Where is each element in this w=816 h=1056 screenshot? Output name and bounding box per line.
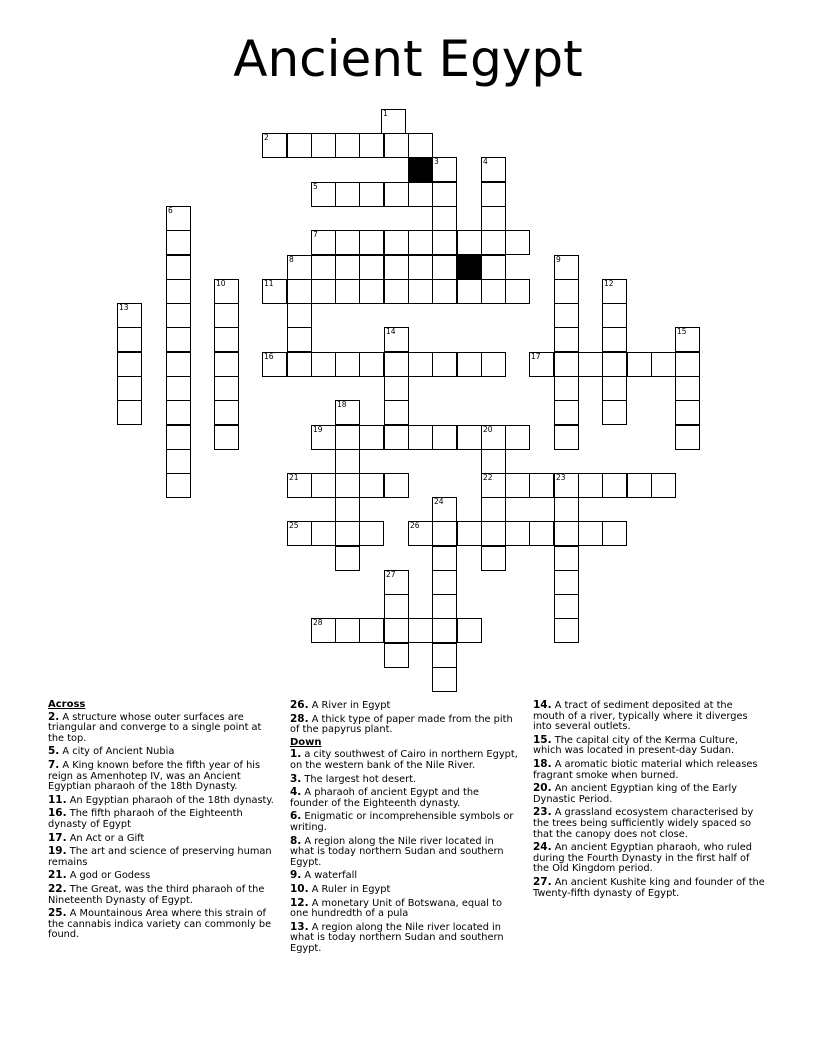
grid-cell[interactable] <box>505 279 530 304</box>
grid-cell[interactable] <box>214 303 239 328</box>
grid-cell[interactable] <box>457 425 482 450</box>
grid-cell[interactable] <box>384 618 409 643</box>
grid-cell[interactable] <box>578 521 603 546</box>
clue-number-label: 11. <box>48 793 67 806</box>
clue-text: A River in Egypt <box>308 700 391 711</box>
clue-number-label: 27. <box>533 875 552 888</box>
clue-text: A thick type of paper made from the pith of the papyrus plant. <box>290 713 513 736</box>
clue-number-label: 18. <box>533 757 552 770</box>
grid-cell[interactable] <box>166 400 191 425</box>
clue-text: The fifth pharaoh of the Eighteenth dynasty of Egypt <box>48 808 243 830</box>
grid-cell[interactable] <box>166 376 191 401</box>
clue-text: The capital city of the Kerma Culture, which was located in present-day Sudan. <box>533 734 738 757</box>
grid-cell[interactable] <box>166 473 191 498</box>
clue-item <box>533 877 765 899</box>
grid-cell[interactable] <box>602 521 627 546</box>
clue-number: 20 <box>483 425 493 434</box>
grid-cell[interactable] <box>408 521 433 546</box>
grid-cell[interactable] <box>287 255 312 280</box>
clue-item <box>533 807 765 840</box>
clues-column-2 <box>290 700 518 956</box>
grid-cell[interactable] <box>384 400 409 425</box>
grid-cell[interactable] <box>287 279 312 304</box>
clue-number: 9 <box>556 255 561 264</box>
grid-cell[interactable] <box>262 133 287 158</box>
grid-cell[interactable] <box>359 133 384 158</box>
grid-cell[interactable] <box>384 376 409 401</box>
grid-cell[interactable] <box>554 255 579 280</box>
grid-cell[interactable] <box>117 400 142 425</box>
clue-item <box>533 700 765 733</box>
grid-cell[interactable] <box>602 400 627 425</box>
grid-cell[interactable] <box>287 521 312 546</box>
clue-text: A structure whose outer surfaces are triangular and converge to a single point at the top. <box>48 711 262 744</box>
grid-cell[interactable] <box>432 206 457 231</box>
clue-text: A King known before the fifth year of his reign as Amenhotep IV, was an Ancient Egyptian pharaoh of the 18th Dynasty. <box>48 759 261 793</box>
clue-item <box>48 884 280 906</box>
grid-cell[interactable] <box>432 546 457 571</box>
grid-cell[interactable] <box>529 352 554 377</box>
clue-text: The art and science of preserving human remains <box>48 846 272 868</box>
clue-text: An ancient Egyptian king of the Early Dynastic Period. <box>533 783 738 805</box>
grid-cell[interactable] <box>287 303 312 328</box>
grid-cell[interactable] <box>432 497 457 522</box>
grid-cell[interactable] <box>117 376 142 401</box>
clue-text: An Act or a Gift <box>66 832 145 844</box>
grid-cell[interactable] <box>554 618 579 643</box>
down-heading: Down <box>290 736 322 748</box>
clue-number-label: 16. <box>48 807 67 820</box>
grid-cell[interactable] <box>166 255 191 280</box>
grid-cell[interactable] <box>554 546 579 571</box>
grid-cell[interactable] <box>432 643 457 668</box>
clue-number-label: 26. <box>290 699 309 711</box>
grid-cell[interactable] <box>408 425 433 450</box>
clue-number-label: 23. <box>533 806 552 819</box>
grid-cell[interactable] <box>384 279 409 304</box>
grid-cell[interactable] <box>335 425 360 450</box>
clue-text: An Egyptian pharaoh of the 18th dynasty. <box>66 794 274 806</box>
clue-text: The Great, was the third pharaoh of the Nineteenth Dynasty of Egypt. <box>48 883 265 906</box>
grid-cell[interactable] <box>432 521 457 546</box>
grid-cell[interactable] <box>578 352 603 377</box>
grid-cell[interactable] <box>384 255 409 280</box>
clue-item <box>290 922 518 955</box>
clue-text: A region along the Nile river located in what is today northern Sudan and southern Egypt. <box>290 835 504 868</box>
grid-cell[interactable] <box>166 352 191 377</box>
clue-item <box>290 700 518 712</box>
clue-number-label: 14. <box>533 699 552 711</box>
grid-cell[interactable] <box>166 206 191 231</box>
clue-number-label: 28. <box>290 712 309 725</box>
clue-number-label: 1. <box>290 748 302 761</box>
grid-cell[interactable] <box>481 182 506 207</box>
clue-text: A grassland ecosystem characterised by the trees being sufficiently widely spaced so that the canopy does not close. <box>533 807 754 840</box>
grid-cell[interactable] <box>505 425 530 450</box>
clue-number: 13 <box>119 303 129 312</box>
clue-item <box>290 898 518 920</box>
grid-cell[interactable] <box>554 327 579 352</box>
clue-number: 24 <box>434 497 444 506</box>
clue-text: A tract of sediment deposited at the mouth of a river, typically where it diverges into several outlets. <box>533 700 748 733</box>
grid-cell[interactable] <box>554 570 579 595</box>
clue-text: a city southwest of Cairo in northern Egypt, on the western bank of the Nile River. <box>290 749 518 771</box>
clue-number-label: 6. <box>290 810 302 823</box>
clue-number-label: 4. <box>290 786 302 799</box>
clue-number: 28 <box>313 618 323 627</box>
clue-number: 15 <box>677 327 687 336</box>
clue-item <box>290 787 518 809</box>
clues-column-3 <box>533 700 765 901</box>
grid-cell[interactable] <box>675 352 700 377</box>
black-cell <box>457 255 482 280</box>
grid-cell[interactable] <box>554 425 579 450</box>
black-cell <box>408 157 433 182</box>
clue-item <box>48 846 280 868</box>
grid-cell[interactable] <box>432 425 457 450</box>
grid-cell[interactable] <box>554 594 579 619</box>
clue-number-label: 2. <box>48 710 60 723</box>
grid-cell[interactable] <box>602 473 627 498</box>
grid-cell[interactable] <box>359 255 384 280</box>
grid-cell[interactable] <box>408 352 433 377</box>
grid-cell[interactable] <box>311 521 336 546</box>
grid-cell[interactable] <box>578 473 603 498</box>
grid-cell[interactable] <box>166 279 191 304</box>
grid-cell[interactable] <box>359 279 384 304</box>
clue-number-label: 24. <box>533 841 552 854</box>
grid-cell[interactable] <box>481 521 506 546</box>
clue-number-label: 25. <box>48 907 67 920</box>
grid-cell[interactable] <box>359 618 384 643</box>
grid-cell[interactable] <box>384 327 409 352</box>
clue-item <box>290 870 518 882</box>
grid-cell[interactable] <box>359 425 384 450</box>
clue-number-label: 7. <box>48 758 60 771</box>
grid-cell[interactable] <box>311 230 336 255</box>
grid-cell[interactable] <box>675 376 700 401</box>
grid-cell[interactable] <box>335 521 360 546</box>
grid-cell[interactable] <box>384 352 409 377</box>
clue-number-label: 12. <box>290 896 309 909</box>
grid-cell[interactable] <box>432 230 457 255</box>
grid-cell[interactable] <box>602 303 627 328</box>
grid-cell[interactable] <box>602 352 627 377</box>
grid-cell[interactable] <box>384 425 409 450</box>
grid-cell[interactable] <box>117 303 142 328</box>
grid-cell[interactable] <box>335 546 360 571</box>
clue-number: 22 <box>483 473 493 482</box>
clue-number-label: 5. <box>48 745 60 758</box>
grid-cell[interactable] <box>287 133 312 158</box>
grid-cell[interactable] <box>166 230 191 255</box>
clue-number-label: 19. <box>48 845 67 858</box>
grid-cell[interactable] <box>384 643 409 668</box>
grid-cell[interactable] <box>554 303 579 328</box>
grid-cell[interactable] <box>214 352 239 377</box>
grid-cell[interactable] <box>481 230 506 255</box>
clue-number: 5 <box>313 182 318 191</box>
grid-cell[interactable] <box>214 425 239 450</box>
clue-text: A Mountainous Area where this strain of the cannabis indica variety can commonly be found. <box>48 908 272 941</box>
across-heading: Across <box>48 699 86 710</box>
clue-text: A Ruler in Egypt <box>308 883 391 895</box>
grid-cell[interactable] <box>627 473 652 498</box>
clue-number: 18 <box>337 400 347 409</box>
grid-cell[interactable] <box>457 521 482 546</box>
clue-number: 16 <box>264 352 274 361</box>
grid-cell[interactable] <box>481 352 506 377</box>
clue-text: A god or Godess <box>66 870 151 882</box>
grid-cell[interactable] <box>335 497 360 522</box>
clue-number: 3 <box>434 157 439 166</box>
grid-cell[interactable] <box>432 157 457 182</box>
clue-item <box>533 842 765 875</box>
clue-item <box>290 714 518 736</box>
clue-item <box>533 735 765 757</box>
grid-cell[interactable] <box>166 425 191 450</box>
clue-item <box>533 759 765 781</box>
grid-cell[interactable] <box>335 230 360 255</box>
clue-number: 25 <box>289 521 299 530</box>
clue-number: 26 <box>410 521 420 530</box>
clue-text: An ancient Kushite king and founder of the Twenty-fifth dynasty of Egypt. <box>533 876 765 899</box>
grid-cell[interactable] <box>554 376 579 401</box>
clue-number: 6 <box>168 206 173 215</box>
clue-number: 19 <box>313 425 323 434</box>
clue-number: 11 <box>264 279 274 288</box>
clue-number-label: 8. <box>290 834 302 847</box>
grid-cell[interactable] <box>481 425 506 450</box>
grid-cell[interactable] <box>554 473 579 498</box>
clue-item <box>48 833 280 845</box>
grid-cell[interactable] <box>117 352 142 377</box>
clue-number-label: 3. <box>290 772 302 785</box>
clue-number: 21 <box>289 473 299 482</box>
grid-cell[interactable] <box>481 279 506 304</box>
clue-number: 1 <box>383 109 388 118</box>
clue-number-label: 17. <box>48 831 67 844</box>
grid-cell[interactable] <box>408 279 433 304</box>
grid-cell[interactable] <box>384 594 409 619</box>
clue-text: The largest hot desert. <box>301 773 417 785</box>
grid-cell[interactable] <box>529 473 554 498</box>
clue-item <box>290 836 518 869</box>
grid-cell[interactable] <box>359 182 384 207</box>
grid-cell[interactable] <box>335 133 360 158</box>
grid-cell[interactable] <box>166 449 191 474</box>
grid-cell[interactable] <box>505 521 530 546</box>
clue-number-label: 20. <box>533 782 552 795</box>
clue-number-label: 9. <box>290 869 302 882</box>
grid-cell[interactable] <box>311 352 336 377</box>
grid-cell[interactable] <box>408 230 433 255</box>
clue-number-label: 22. <box>48 882 67 895</box>
clue-item <box>48 712 280 745</box>
clue-item <box>48 870 280 882</box>
grid-cell[interactable] <box>311 618 336 643</box>
grid-cell[interactable] <box>381 109 406 134</box>
grid-cell[interactable] <box>384 473 409 498</box>
grid-cell[interactable] <box>311 425 336 450</box>
grid-cell[interactable] <box>408 618 433 643</box>
grid-cell[interactable] <box>408 133 433 158</box>
clue-number: 10 <box>216 279 226 288</box>
clue-item <box>290 884 518 896</box>
grid-cell[interactable] <box>432 352 457 377</box>
grid-cell[interactable] <box>311 279 336 304</box>
grid-cell[interactable] <box>311 473 336 498</box>
clue-number-label: 15. <box>533 733 552 746</box>
grid-cell[interactable] <box>384 182 409 207</box>
grid-cell[interactable] <box>457 279 482 304</box>
clue-number: 7 <box>313 230 318 239</box>
clue-number: 8 <box>289 255 294 264</box>
clue-item <box>48 760 280 793</box>
grid-cell[interactable] <box>675 425 700 450</box>
grid-cell[interactable] <box>287 352 312 377</box>
clue-text: A aromatic biotic material which releases fragrant smoke when burned. <box>533 758 758 781</box>
grid-cell[interactable] <box>432 279 457 304</box>
grid-cell[interactable] <box>311 255 336 280</box>
grid-cell[interactable] <box>554 400 579 425</box>
clue-text: An ancient Egyptian pharaoh, who ruled during the Fourth Dynasty in the first half of the Old Kingdom period. <box>533 842 753 875</box>
grid-cell[interactable] <box>359 473 384 498</box>
clue-number-label: 21. <box>48 869 67 882</box>
grid-cell[interactable] <box>335 279 360 304</box>
clue-item <box>533 783 765 805</box>
grid-cell[interactable] <box>457 618 482 643</box>
grid-cell[interactable] <box>651 473 676 498</box>
grid-cell[interactable] <box>505 473 530 498</box>
grid-cell[interactable] <box>359 230 384 255</box>
grid-cell[interactable] <box>287 473 312 498</box>
grid-cell[interactable] <box>359 352 384 377</box>
clue-number: 4 <box>483 157 488 166</box>
grid-cell[interactable] <box>166 303 191 328</box>
grid-cell[interactable] <box>432 594 457 619</box>
clues-column-1 <box>48 700 280 943</box>
grid-cell[interactable] <box>481 206 506 231</box>
clue-text: A pharaoh of ancient Egypt and the founder of the Eighteenth dynasty. <box>290 787 480 809</box>
clue-text: A monetary Unit of Botswana, equal to one hundredth of a pula <box>290 897 502 920</box>
clue-text: A waterfall <box>301 870 358 882</box>
grid-cell[interactable] <box>214 400 239 425</box>
grid-cell[interactable] <box>335 352 360 377</box>
grid-cell[interactable] <box>481 546 506 571</box>
grid-cell[interactable] <box>335 449 360 474</box>
clue-number: 14 <box>386 327 396 336</box>
grid-cell[interactable] <box>408 182 433 207</box>
grid-cell[interactable] <box>262 352 287 377</box>
grid-cell[interactable] <box>287 327 312 352</box>
clue-number: 27 <box>386 570 396 579</box>
grid-cell[interactable] <box>505 230 530 255</box>
grid-cell[interactable] <box>457 230 482 255</box>
grid-cell[interactable] <box>384 230 409 255</box>
clue-number: 12 <box>604 279 614 288</box>
grid-cell[interactable] <box>408 255 433 280</box>
grid-cell[interactable] <box>675 327 700 352</box>
grid-cell[interactable] <box>481 473 506 498</box>
grid-cell[interactable] <box>311 133 336 158</box>
grid-cell[interactable] <box>384 133 409 158</box>
grid-cell[interactable] <box>384 570 409 595</box>
clue-item <box>48 746 280 758</box>
clue-number-label: 10. <box>290 882 309 895</box>
clue-item <box>48 908 280 941</box>
grid-cell[interactable] <box>359 521 384 546</box>
grid-cell[interactable] <box>481 449 506 474</box>
clue-text: A region along the Nile river located in what is today northern Sudan and southern Egypt. <box>290 921 504 954</box>
grid-cell[interactable] <box>602 327 627 352</box>
clue-text: Enigmatic or incomprehensible symbols or writing. <box>290 811 514 833</box>
grid-cell[interactable] <box>432 182 457 207</box>
grid-cell[interactable] <box>432 570 457 595</box>
grid-cell[interactable] <box>554 497 579 522</box>
clue-item <box>290 749 518 771</box>
grid-cell[interactable] <box>335 182 360 207</box>
grid-cell[interactable] <box>262 279 287 304</box>
grid-cell[interactable] <box>166 327 191 352</box>
grid-cell[interactable] <box>675 400 700 425</box>
clue-item <box>290 774 518 786</box>
clue-item <box>48 808 280 830</box>
clue-item <box>290 811 518 833</box>
grid-cell[interactable] <box>481 497 506 522</box>
grid-cell[interactable] <box>602 376 627 401</box>
grid-cell[interactable] <box>651 352 676 377</box>
grid-cell[interactable] <box>432 667 457 692</box>
grid-cell[interactable] <box>529 521 554 546</box>
grid-cell[interactable] <box>117 327 142 352</box>
grid-cell[interactable] <box>432 255 457 280</box>
grid-cell[interactable] <box>335 473 360 498</box>
grid-cell[interactable] <box>335 400 360 425</box>
grid-cell[interactable] <box>554 352 579 377</box>
clue-number: 23 <box>556 473 566 482</box>
grid-cell[interactable] <box>627 352 652 377</box>
grid-cell[interactable] <box>457 352 482 377</box>
clue-number-label: 13. <box>290 920 309 933</box>
grid-cell[interactable] <box>214 279 239 304</box>
grid-cell[interactable] <box>432 618 457 643</box>
grid-cell[interactable] <box>335 255 360 280</box>
grid-cell[interactable] <box>602 279 627 304</box>
grid-cell[interactable] <box>214 376 239 401</box>
clue-number: 17 <box>531 352 541 361</box>
grid-cell[interactable] <box>554 279 579 304</box>
clue-text: A city of Ancient Nubia <box>59 746 175 758</box>
page-title: Ancient Egypt <box>233 30 583 88</box>
clue-number: 2 <box>264 133 269 142</box>
grid-cell[interactable] <box>214 327 239 352</box>
grid-cell[interactable] <box>481 157 506 182</box>
clue-item <box>48 795 280 807</box>
grid-cell[interactable] <box>554 521 579 546</box>
grid-cell[interactable] <box>311 182 336 207</box>
grid-cell[interactable] <box>335 618 360 643</box>
grid-cell[interactable] <box>481 255 506 280</box>
